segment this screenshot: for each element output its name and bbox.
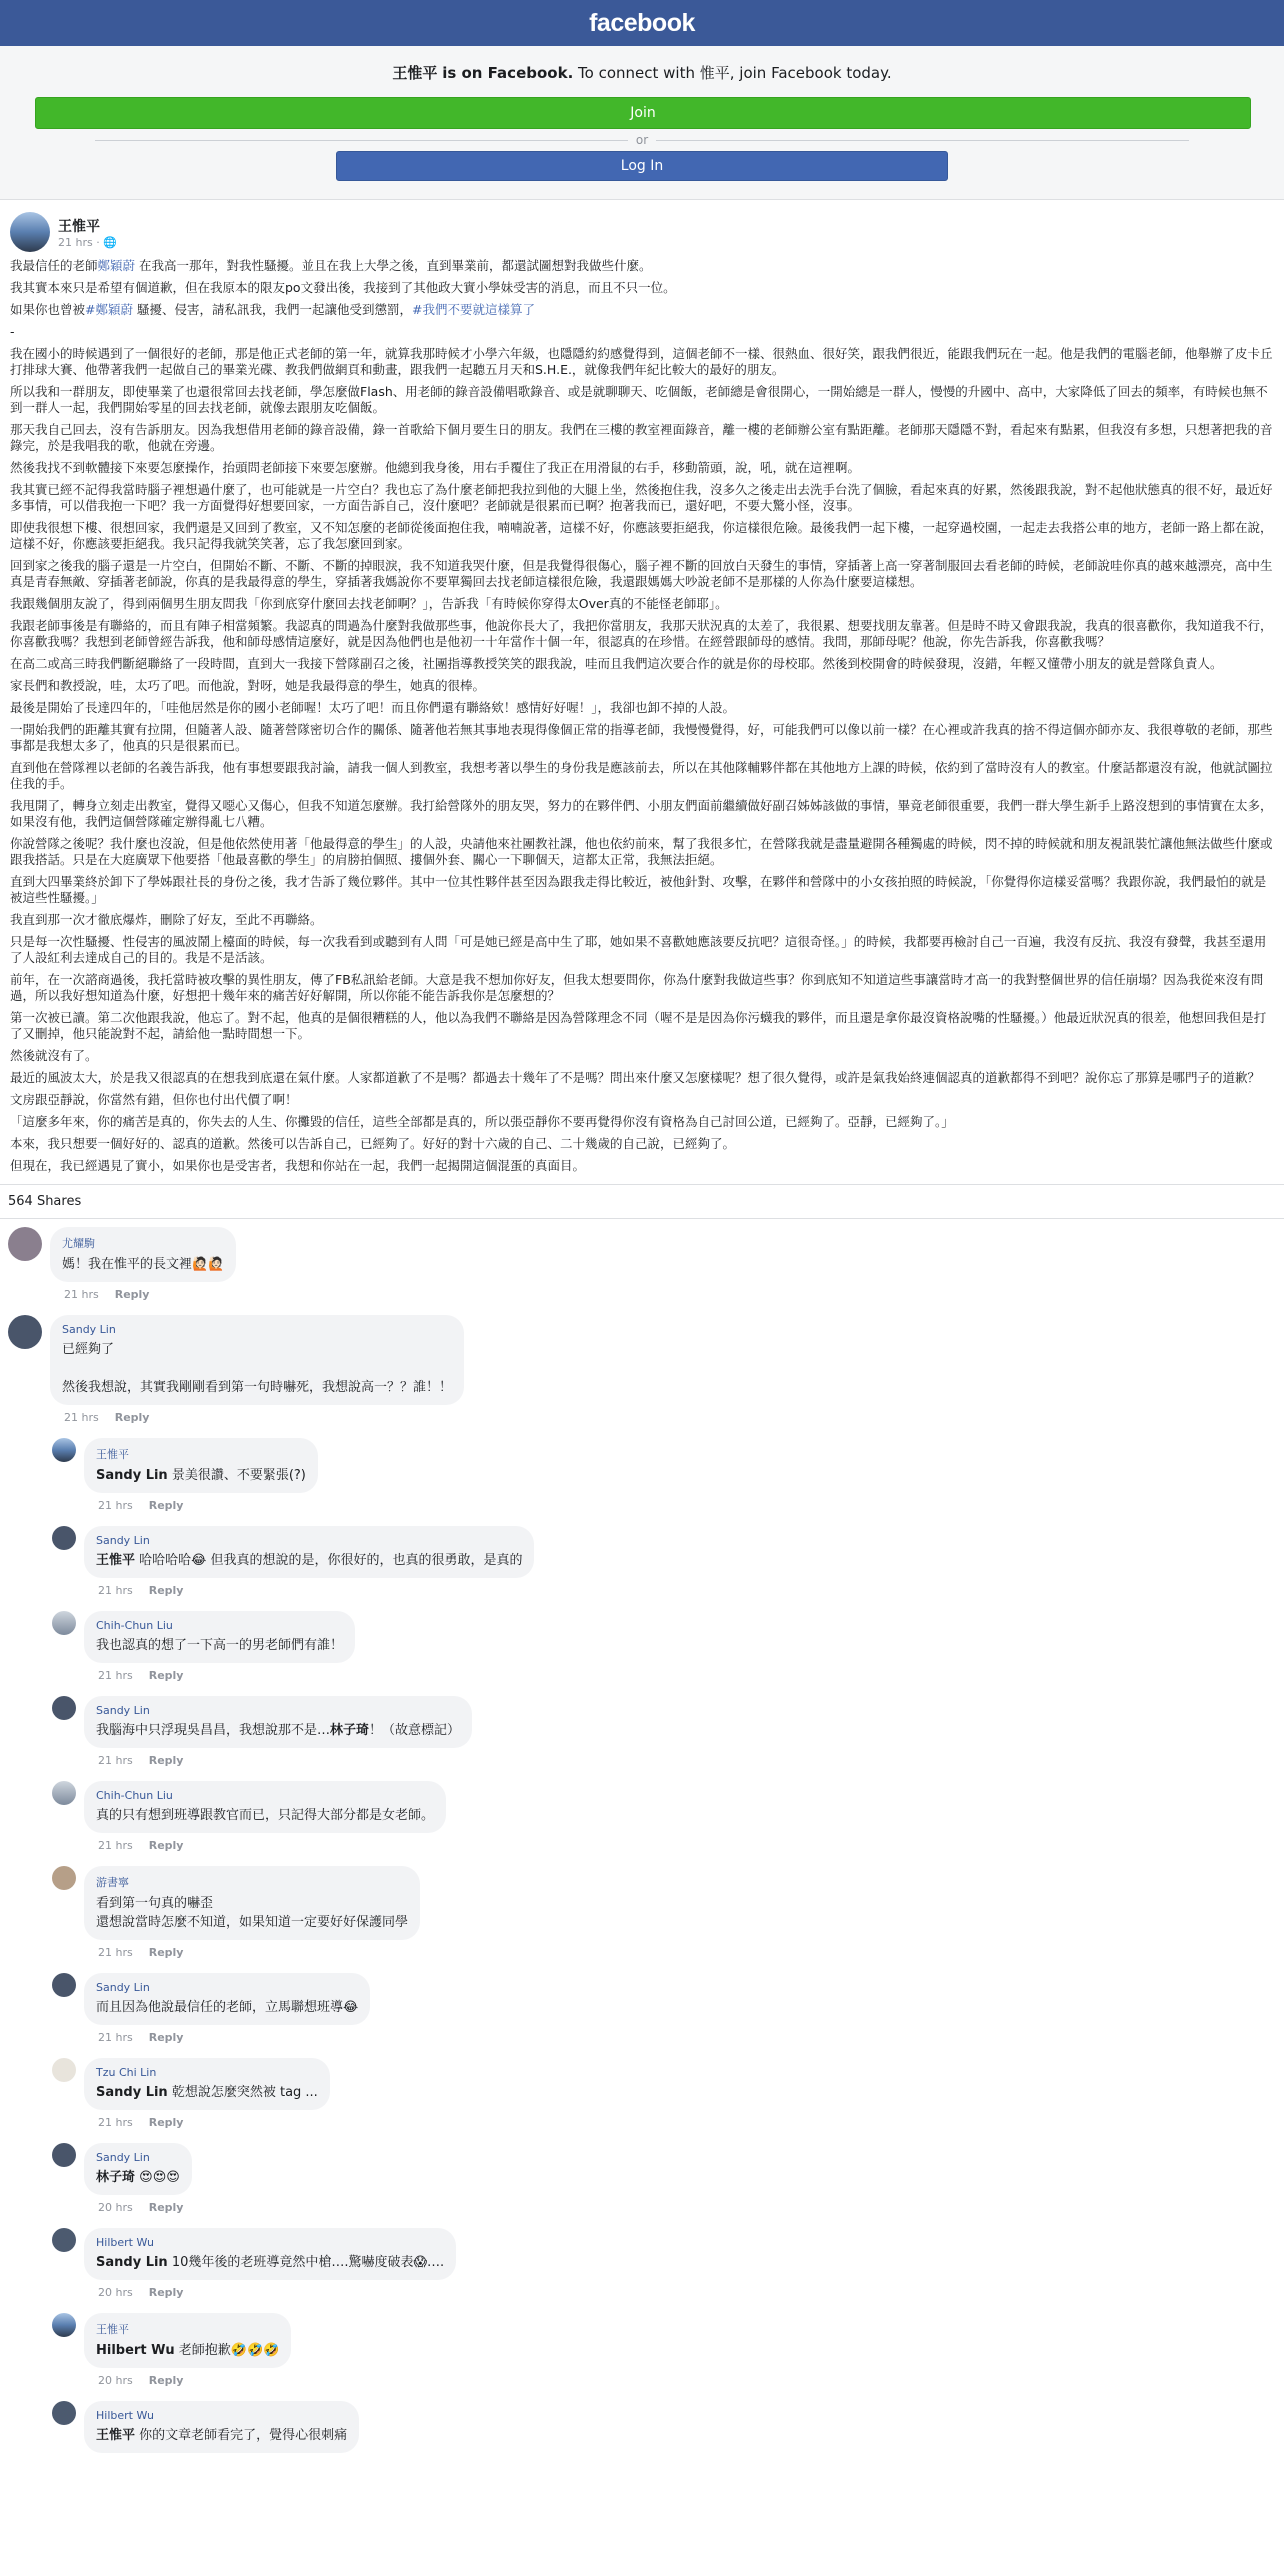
post-paragraph: 第一次被已讀。第二次他跟我說，他忘了。對不起，他真的是個很糟糕的人，他以為我們不聯絡是因為營隊理念不同（喔不是是因為你污蠛我的夥伴，而且還是拿你最沒資格說嘴的性騷擾。）他最近狀況真的很差，他想回我但是打了又刪掉，他只能說對不起，請給他一點時間想一下。 <box>10 1010 1267 1041</box>
post-paragraph: 一開始我們的距離其實有拉開，但隨著人設、隨著營隊密切合作的關係、隨著他若無其事地表現得像個正常的指導老師，我慢慢覺得，好，可能我們可以像以前一樣？在心裡或許我真的捨不得這個亦師亦友、我很尊敬的老師，那些事都是我想太多了，他真的只是很累而已。 <box>10 722 1273 753</box>
post-paragraph: 本來，我只想要一個好好的、認真的道歉。然後可以告訴自己，已經夠了。好好的對十六歲的自己、二十幾歲的自己說，已經夠了。 <box>10 1136 736 1151</box>
commenter-avatar[interactable] <box>52 1696 76 1720</box>
reply-link[interactable]: Reply <box>114 1411 150 1424</box>
post-paragraph: 我其實本來只是希望有個道歉，但在我原本的限友po文發出後，我接到了其他政大實小學妹受害的消息，而且不只一位。 <box>10 280 676 295</box>
post-paragraph: 我跟幾個朋友說了，得到兩個男生朋友問我「你到底穿什麼回去找老師啊？」，告訴我「有時候你穿得太Over真的不能怪老師耶」。 <box>10 596 728 611</box>
post-paragraph: 文房跟亞靜說，你當然有錯，但你也付出代價了啊！ <box>10 1092 298 1107</box>
commenter-avatar[interactable] <box>52 2143 76 2167</box>
reply-comment <box>52 2313 1284 2387</box>
mention-tag[interactable]: 王惟平 <box>96 1553 136 1568</box>
comment-text: 王惟平 哈哈哈哈😂 但我真的想說的是，你很好的，也真的很勇敢，是真的 <box>96 1553 523 1568</box>
join-prompt <box>35 62 1249 83</box>
commenter-name[interactable]: Sandy Lin <box>96 2151 150 2164</box>
hashtag-link[interactable]: #鄭穎蔚 <box>85 302 133 317</box>
commenter-avatar[interactable] <box>52 2401 76 2425</box>
comment-text: 真的只有想到班導跟教官而已，只記得大部分都是女老師。 <box>96 1808 435 1823</box>
comment-text: 我也認真的想了一下高一的男老師們有誰！ <box>96 1638 344 1653</box>
mention-tag[interactable]: Hilbert Wu <box>96 2343 175 2358</box>
post-paragraph: 然後我找不到軟體接下來要怎麼操作，抬頭問老師接下來要怎麼辦。他總到我身後，用右手覆住了我正在用滑鼠的右手，移動箭頭，說，吼，就在這裡啊。 <box>10 460 861 475</box>
commenter-avatar[interactable] <box>8 1227 42 1261</box>
comment-text: 而且因為他說最信任的老師，立馬聯想班導😂 <box>96 2000 359 2015</box>
mention-tag[interactable]: Sandy Lin <box>96 2255 168 2270</box>
comment-meta <box>98 2031 370 2044</box>
reply-link[interactable]: Reply <box>148 2374 184 2387</box>
post-paragraph: 所以我和一群朋友，即使畢業了也還很常回去找老師，學怎麼做Flash、用老師的錄音設備唱歌錄音、或是就聊聊天、吃個飯，老師總是會很開心，一開始總是一群人，慢慢的升國中、高中，大家降低了回去的頻率，有時候也無不到一群人一起，我們開始零星的回去找老師，就像去跟朋友吃個飯。 <box>10 384 1268 415</box>
mention-tag[interactable]: Sandy Lin <box>96 1468 168 1483</box>
comment-text: 看到第一句真的嚇歪 還想說當時怎麼不知道，如果知道一定要好好保護同學 <box>96 1896 409 1930</box>
commenter-avatar[interactable] <box>52 1781 76 1805</box>
comment-bubble <box>84 2058 330 2110</box>
reply-link[interactable]: Reply <box>148 1499 184 1512</box>
join-panel <box>0 46 1284 200</box>
reply-link[interactable]: Reply <box>148 2116 184 2129</box>
comment-meta <box>64 1288 236 1301</box>
join-connect: To connect with 惟平, join Facebook today. <box>573 64 892 82</box>
comment-text: Sandy Lin 景美很讚、不要緊張(?) <box>96 1468 306 1483</box>
reply-comment <box>52 2058 1284 2129</box>
comment-bubble <box>84 1866 420 1940</box>
reply-link[interactable]: Reply <box>148 1754 184 1767</box>
comment <box>8 1315 1284 1424</box>
or-divider <box>95 133 1189 147</box>
author-name[interactable]: 王惟平 <box>58 218 100 235</box>
reply-comment <box>52 1973 1284 2044</box>
post-paragraph: 即使我很想下樓、很想回家，我們還是又回到了教室，又不知怎麼的老師從後面抱住我，喃喃說著，這樣不好，你應該要拒絕我，你這樣很危險。最後我們一起下樓，一起穿過校園，一起走去我搭公車的地方，老師一路上都在說，這樣不好，你應該要拒絕我。我只記得我就笑笑著，忘了我怎麼回到家。 <box>10 520 1273 551</box>
comment-bubble <box>50 1315 464 1405</box>
comment-meta <box>98 1499 318 1512</box>
reply-comment <box>52 2401 1284 2453</box>
post-paragraph: 我跟老師事後是有聯絡的，而且有陣子相當頻繁。我認真的問過為什麼對我做那些事，他說你長大了，我把你當朋友，我那天狀況真的太差了，我很累、想要找朋友靠著。但是時不時又會跟我說，我真的很喜歡你，我知道我不行，你喜歡我嗎？我想到老師曾經告訴我，他和師母感情這麼好，就是因為他們也是他初一十年當作十個一年，很認真的在珍惜。在經營跟師母的感情。我問，那師母呢？他說，你先告訴我，你喜歡我嗎？ <box>10 618 1273 649</box>
comment-meta <box>98 1839 446 1852</box>
commenter-avatar[interactable] <box>52 1611 76 1635</box>
comment-meta <box>98 2116 330 2129</box>
post-paragraph: 我在國小的時候遇到了一個很好的老師，那是他正式老師的第一年，就算我那時候才小學六年級，也隱隱約約感覺得到，這個老師不一樣、很熱血、很好笑，跟我們很近，能跟我們玩在一起。他是我們的電腦老師，他舉辦了皮卡丘打排球大賽、他帶著我們一起做自己的畢業光碟、教我們做網頁和動畫，跟我們一起聽五月天和S.H.E.，就像我們年紀比較大的最好的朋友。 <box>10 346 1273 377</box>
mention-link[interactable]: 鄭穎蔚 <box>97 258 136 273</box>
comment <box>8 1227 1284 1301</box>
commenter-avatar[interactable] <box>52 1973 76 1997</box>
reply-link[interactable]: Reply <box>148 2286 184 2299</box>
commenter-name[interactable]: 王惟平 <box>96 2323 129 2336</box>
comment-bubble <box>84 1611 355 1663</box>
comment-bubble <box>84 1438 318 1493</box>
reply-comment <box>52 2228 1284 2299</box>
comment-meta <box>98 1584 534 1597</box>
reply-comment <box>52 1526 1284 1597</box>
reply-link[interactable]: Reply <box>148 1946 184 1959</box>
comment-bubble <box>84 2313 291 2368</box>
post-paragraph: 我其實已經不記得我當時腦子裡想過什麼了，也可能就是一片空白？我也忘了為什麼老師把我拉到他的大腿上坐，然後抱住我，沒多久之後走出去洗手台洗了個臉，看起來真的好累，然後跟我說，對不起他狀態真的很不好，最近好多事情，可以借我抱一下吧？我一方面覺得好想要回家，一方面告訴自己，沒什麼吧？老師就是很累而已啊？抱著我而已，還好吧，不要大驚小怪，沒事。 <box>10 482 1273 513</box>
reply-comment <box>52 1781 1284 1852</box>
post-paragraph: 你說營隊之後呢？我什麼也沒說，但是他依然使用著「他最得意的學生」的人設，央請他來社團教社課，他也依約前來，幫了我很多忙，在營隊我就是盡量避開各種獨處的時候，閃不掉的時候就和朋友視訊裝忙讓他無法做些什麼或跟我搭話。只是在大庭廣眾下他要搭「他最喜歡的學生」的肩膀拍個照、摟個外套、關心一下聊個天，這都太正常，我無法拒絕。 <box>10 836 1273 867</box>
post-paragraph: 最後是開始了長達四年的，「哇他居然是你的國小老師喔！太巧了吧！而且你們還有聯絡欸！感情好好喔！」，我卻也卸不掉的人設。 <box>10 700 736 715</box>
comment-bubble <box>84 1781 446 1833</box>
comment-time[interactable]: 21 hrs <box>98 2031 133 2044</box>
comment-list <box>0 1218 1284 2453</box>
post-time[interactable]: 21 hrs · 🌐 <box>58 235 117 249</box>
post-paragraph: 那天我自己回去，沒有告訴朋友。因為我想借用老師的錄音設備，錄一首歌給下個月要生日的朋友。我們在三樓的教室裡面錄音，離一樓的老師辦公室有點距離。老師那天隱隱不對，看起來有點累，但我沒有多想，只想著把我的音錄完，於是我唱我的歌，他就在旁邊。 <box>10 422 1273 453</box>
comment-bubble <box>84 2143 192 2195</box>
comment-time[interactable]: 21 hrs <box>64 1288 99 1301</box>
commenter-name[interactable]: Hilbert Wu <box>96 2236 154 2249</box>
comment-bubble <box>84 1526 534 1578</box>
post-paragraph: 我直到那一次才徹底爆炸，刪除了好友，至此不再聯絡。 <box>10 912 323 927</box>
commenter-name[interactable]: Hilbert Wu <box>96 2409 154 2422</box>
commenter-name[interactable]: Tzu Chi Lin <box>96 2066 157 2079</box>
comment-text: 我腦海中只浮現吳昌昌，我想說那不是…林子琦！（故意標記） <box>96 1723 461 1738</box>
post-paragraph: 直到他在營隊裡以老師的名義告訴我，他有事想要跟我討論，請我一個人到教室，我想考著以學生的身份我是應該前去，所以在其他隊輔夥伴都在其他地方上課的時候，依約到了當時沒有人的教室。什麼話都還沒有說，他就試圖拉住我的手。 <box>10 760 1273 791</box>
commenter-name[interactable]: Sandy Lin <box>62 1323 116 1336</box>
mention-tag[interactable]: 林子琦 <box>330 1723 370 1738</box>
reply-link[interactable]: Reply <box>114 1288 150 1301</box>
mention-tag[interactable]: 林子琦 <box>96 2170 136 2185</box>
author-avatar[interactable] <box>10 212 50 252</box>
comment-time[interactable]: 21 hrs <box>98 1754 133 1767</box>
comment-bubble <box>50 1227 236 1282</box>
or-label: or <box>635 133 649 147</box>
comment-time[interactable]: 21 hrs <box>98 1669 133 1682</box>
comment-bubble <box>84 2228 456 2280</box>
comment-time[interactable]: 20 hrs <box>98 2286 133 2299</box>
commenter-name[interactable]: Chih-Chun Liu <box>96 1619 173 1632</box>
commenter-name[interactable]: Sandy Lin <box>96 1704 150 1717</box>
commenter-name[interactable]: Sandy Lin <box>96 1534 150 1547</box>
comment-meta <box>64 1411 464 1424</box>
commenter-avatar[interactable] <box>8 1315 42 1349</box>
comment-meta <box>98 1946 420 1959</box>
reply-comment <box>52 1696 1284 1767</box>
post-paragraph: - <box>10 324 15 339</box>
post-paragraph: 最近的風波太大，於是我又很認真的在想我到底還在氣什麼。人家都道歉了不是嗎？都過去十幾年了不是嗎？問出來什麼又怎麼樣呢？想了很久覺得，或許是氣我始終連個認真的道歉都得不到吧？說你忘了那算是哪門子的道歉？ <box>10 1070 1261 1085</box>
comment-text: Sandy Lin 乾想說怎麼突然被 tag ... <box>96 2085 318 2100</box>
comment-meta <box>98 2201 192 2214</box>
commenter-name[interactable]: 王惟平 <box>96 1448 129 1461</box>
hashtag-link[interactable]: #我們不要就這樣算了 <box>411 302 535 317</box>
commenter-avatar[interactable] <box>52 1526 76 1550</box>
commenter-avatar[interactable] <box>52 2228 76 2252</box>
post-paragraph: 只是每一次性騷擾、性侵害的風波鬧上檯面的時候，每一次我看到或聽到有人問「可是她已經是高中生了耶，她如果不喜歡她應該要反抗吧？這很奇怪。」的時候，我都要再檢討自己一百遍，我沒有反抗、我沒有發聲，我甚至還用了人設紅利去達成自己的目的。我是不是活該。 <box>10 934 1267 965</box>
commenter-avatar[interactable] <box>52 2058 76 2082</box>
reply-comment <box>52 1611 1284 1682</box>
comment-bubble <box>84 2401 359 2453</box>
post-header <box>0 200 1284 256</box>
comment-text: 林子琦 😍😍😍 <box>96 2170 180 2185</box>
reply-link[interactable]: Reply <box>148 2201 184 2214</box>
join-is-on: is on Facebook. <box>442 64 574 82</box>
comment-time[interactable]: 21 hrs <box>98 1499 133 1512</box>
join-button[interactable]: Join <box>35 97 1251 129</box>
commenter-name[interactable]: Chih-Chun Liu <box>96 1789 173 1802</box>
share-count[interactable]: 564 Shares <box>0 1184 1284 1218</box>
commenter-avatar[interactable] <box>52 1438 76 1462</box>
join-name: 王惟平 <box>392 64 438 82</box>
comment-bubble <box>84 1973 370 2025</box>
comment-time[interactable]: 20 hrs <box>98 2374 133 2387</box>
post-paragraph: 回到家之後我的腦子還是一片空白，但開始不斷、不斷、不斷的掉眼淚，我不知道我哭什麼，但是我覺得很傷心，腦子裡不斷的回放白天發生的事情，穿插著上高一穿著制服回去看老師的時候，老師說哇你真的越來越漂亮，高中生真是青春無敵、穿插著老師說，你真的是我最得意的學生，穿插著我媽說你不要單獨回去找老師這樣很危險，我還跟媽媽大吵說老師不是那樣的人你為什麼要這樣想。 <box>10 558 1273 589</box>
commenter-avatar[interactable] <box>52 1866 76 1890</box>
post-paragraph: 直到大四畢業終於卸下了學姊跟社長的身份之後，我才告訴了幾位夥伴。其中一位其性夥伴甚至因為跟我走得比較近，被他針對、攻擊，在夥伴和營隊中的小女孩拍照的時候說，「你覺得你這樣妥當嗎？我跟你說，我們最怕的就是被這些性騷擾。」 <box>10 874 1267 905</box>
comment-text: Sandy Lin 10幾年後的老班導竟然中槍….驚嚇度破表😱…. <box>96 2255 445 2270</box>
login-button[interactable]: Log In <box>336 151 948 181</box>
facebook-logo[interactable]: facebook <box>589 8 695 37</box>
comment-meta <box>98 1754 472 1767</box>
commenter-name[interactable]: 游書寧 <box>96 1876 129 1889</box>
mention-tag[interactable]: 王惟平 <box>96 2428 136 2443</box>
post-paragraph: 「這麼多年來，你的痛苦是真的，你失去的人生、你攤毀的信任，這些全部都是真的，所以張亞靜你不要再覺得你沒有資格為自己討回公道，已經夠了。亞靜，已經夠了。」 <box>10 1114 954 1129</box>
reply-link[interactable]: Reply <box>148 1584 184 1597</box>
comment-meta <box>98 2374 291 2387</box>
commenter-name[interactable]: 尤耀駒 <box>62 1237 95 1250</box>
post-paragraph: 如果你也曾被#鄭穎蔚 騷擾、侵害，請私訊我，我們一起讓他受到懲罰，#我們不要就這樣算了 <box>10 302 535 317</box>
comment-meta <box>98 2286 456 2299</box>
comment-time[interactable]: 20 hrs <box>98 2201 133 2214</box>
post-paragraph: 家長們和教授說，哇，太巧了吧。而他說，對呀，她是我最得意的學生，她真的很棒。 <box>10 678 486 693</box>
comment-time[interactable]: 21 hrs <box>64 1411 99 1424</box>
reply-comment <box>52 2143 1284 2214</box>
comment-time[interactable]: 21 hrs <box>98 1584 133 1597</box>
reply-link[interactable]: Reply <box>148 1839 184 1852</box>
comment-text: 媽！我在惟平的長文裡🙋🏻🙋🏻 <box>62 1257 225 1272</box>
post-body <box>0 256 1284 1174</box>
post-paragraph: 我甩開了，轉身立刻走出教室，覺得又噁心又傷心，但我不知道怎麼辦。我打給營隊外的朋友哭，努力的在夥伴們、小朋友們面前繼續做好副召姊姊該做的事情，畢竟老師很重要，我們一群大學生新手上路沒想到的事情實在太多，如果沒有他，我們這個營隊確定辦得亂七八糟。 <box>10 798 1273 829</box>
post-paragraph: 在高二或高三時我們斷絕聯絡了一段時間，直到大一我接下營隊副召之後，社團指導教授笑笑的跟我說，哇而且我們這次要合作的就是你的母校耶。然後到校開會的時候發現，沒錯，年輕又懂帶小朋友的就是營隊負責人。 <box>10 656 1223 671</box>
comment-time[interactable]: 21 hrs <box>98 2116 133 2129</box>
reply-link[interactable]: Reply <box>148 2031 184 2044</box>
comment-meta <box>98 1669 355 1682</box>
comment-text: 已經夠了 然後我想說，其實我剛剛看到第一句時嚇死，我想說高一？？誰！！ <box>62 1342 453 1395</box>
post-paragraph: 我最信任的老師鄭穎蔚 在我高一那年，對我性騷擾。並且在我上大學之後，直到畢業前，都還試圖想對我做些什麼。 <box>10 258 652 273</box>
post-paragraph: 但現在，我已經遇見了實小，如果你也是受害者，我想和你站在一起，我們一起揭開這個混蛋的真面目。 <box>10 1158 586 1173</box>
reply-comment <box>52 1866 1284 1959</box>
post-paragraph: 然後就沒有了。 <box>10 1048 98 1063</box>
commenter-avatar[interactable] <box>52 2313 76 2337</box>
reply-comment <box>52 1438 1284 1512</box>
commenter-name[interactable]: Sandy Lin <box>96 1981 150 1994</box>
mention-tag[interactable]: Sandy Lin <box>96 2085 168 2100</box>
comment-text: 王惟平 你的文章老師看完了，覺得心很刺痛 <box>96 2428 348 2443</box>
reply-link[interactable]: Reply <box>148 1669 184 1682</box>
comment-time[interactable]: 21 hrs <box>98 1946 133 1959</box>
comment-bubble <box>84 1696 472 1748</box>
post-paragraph: 前年，在一次諮商過後，我托當時被攻擊的異性朋友，傳了FB私訊給老師。大意是我不想加你好友，但我太想要問你，你為什麼對我做這些事？你到底知不知道這些事讓當時才高一的我對整個世界的信任崩塌？因為我從來沒有問過，所以我好想知道為什麼，好想把十幾年來的痛苦好好解開，所以你能不能告訴我你是怎麼想的？ <box>10 972 1264 1003</box>
comment-text: Hilbert Wu 老師抱歉🤣🤣🤣 <box>96 2343 280 2358</box>
globe-icon: 🌐 <box>103 235 117 249</box>
comment-time[interactable]: 21 hrs <box>98 1839 133 1852</box>
top-bar <box>0 0 1284 46</box>
